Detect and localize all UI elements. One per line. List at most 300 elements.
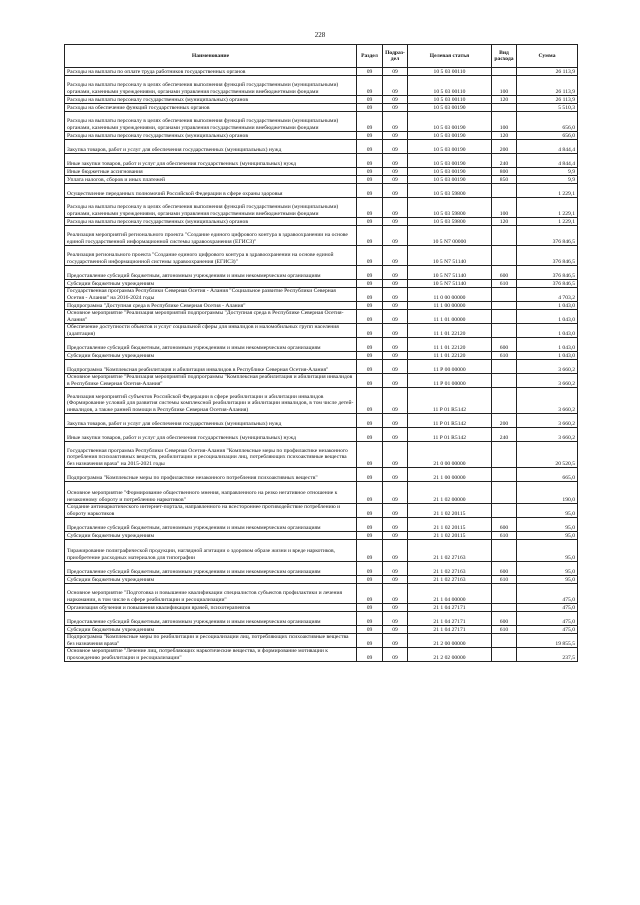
- cell-target: 21 0 00 00000: [408, 442, 492, 468]
- table-row: [65, 634, 578, 648]
- cell-expense-type: 600: [492, 266, 517, 280]
- table-row: [65, 414, 578, 428]
- cell-subsection: 09: [383, 626, 408, 634]
- table-row: [65, 96, 578, 104]
- cell-target: 11 1 01 22120: [408, 324, 492, 338]
- cell-target: 10 5 03 00190: [408, 104, 492, 112]
- cell-section: 09: [357, 604, 383, 612]
- header-section: Раздел: [357, 45, 383, 68]
- cell-subsection: 09: [383, 352, 408, 360]
- cell-expense-type: [492, 324, 517, 338]
- cell-name: Реализация мероприятий регионального проекта "Создание единого цифрового контура в здравоохранении на основе единой государственной информационной системы здравоохранения (ЕГИСЗ)": [65, 226, 357, 246]
- cell-target: 11 0 00 00000: [408, 288, 492, 302]
- cell-section: 09: [357, 576, 383, 584]
- cell-name: Организация обучения и повышения квалификации врачей, психотерапевтов: [65, 604, 357, 612]
- cell-expense-type: 600: [492, 612, 517, 626]
- cell-expense-type: 120: [492, 132, 517, 140]
- cell-amount: 26 113,9: [517, 68, 578, 76]
- cell-subsection: 09: [383, 504, 408, 518]
- cell-expense-type: 850: [492, 176, 517, 184]
- cell-expense-type: [492, 634, 517, 648]
- cell-amount: 1 043,0: [517, 324, 578, 338]
- cell-amount: 376 846,5: [517, 246, 578, 266]
- cell-amount: 4 844,4: [517, 154, 578, 168]
- cell-section: 09: [357, 310, 383, 324]
- cell-name: Основное мероприятие "Реализация мероприятий подпрограммы "Доступная среда в Республике Северная Осетия-Алания": [65, 310, 357, 324]
- cell-subsection: 09: [383, 288, 408, 302]
- cell-subsection: 09: [383, 604, 408, 612]
- cell-target: 21 1 02 27163: [408, 540, 492, 562]
- cell-amount: 1 043,0: [517, 338, 578, 352]
- cell-name: Основное мероприятие "Реализация мероприятий подпрограммы "Комплексная реабилитация и абилитация инвалидов в Республике Северная Осетия-Алания": [65, 374, 357, 388]
- cell-subsection: 09: [383, 310, 408, 324]
- cell-expense-type: [492, 504, 517, 518]
- cell-name: Осуществление переданных полномочий Российской Федерации в сфере охраны здоровья: [65, 184, 357, 198]
- cell-name: Субсидии бюджетным учреждениям: [65, 576, 357, 584]
- table-row: [65, 198, 578, 218]
- table-row: [65, 576, 578, 584]
- cell-section: 09: [357, 112, 383, 132]
- cell-target: 10 5 03 00110: [408, 68, 492, 76]
- table-row: [65, 374, 578, 388]
- cell-target: 21 1 02 20115: [408, 532, 492, 540]
- cell-amount: 5 510,3: [517, 104, 578, 112]
- cell-expense-type: [492, 604, 517, 612]
- cell-subsection: 09: [383, 324, 408, 338]
- cell-expense-type: [492, 482, 517, 504]
- table-row: [65, 76, 578, 96]
- cell-section: 09: [357, 414, 383, 428]
- cell-section: 09: [357, 634, 383, 648]
- cell-amount: 656,0: [517, 132, 578, 140]
- cell-target: 11 Р 00 00000: [408, 360, 492, 374]
- cell-amount: 1 229,1: [517, 218, 578, 226]
- table-row: [65, 154, 578, 168]
- cell-section: 09: [357, 504, 383, 518]
- cell-name: Основное мероприятие "Лечение лиц, потребляющих наркотические вещества, и формирование мотивации к прохождению реабилитации и ресоциализации": [65, 648, 357, 662]
- cell-name: Закупка товаров, работ и услуг для обеспечения государственных (муниципальных) нужд: [65, 140, 357, 154]
- cell-section: 09: [357, 218, 383, 226]
- cell-target: 21 1 02 27163: [408, 562, 492, 576]
- table-row: [65, 504, 578, 518]
- table-row: [65, 176, 578, 184]
- cell-amount: 3 660,2: [517, 360, 578, 374]
- cell-section: 09: [357, 324, 383, 338]
- cell-name: Иные закупки товаров, работ и услуг для обеспечения государственных (муниципальных) нужд: [65, 428, 357, 442]
- cell-expense-type: [492, 288, 517, 302]
- cell-amount: 9,9: [517, 176, 578, 184]
- cell-amount: 475,0: [517, 612, 578, 626]
- cell-expense-type: 240: [492, 428, 517, 442]
- cell-subsection: 09: [383, 428, 408, 442]
- cell-subsection: 09: [383, 104, 408, 112]
- cell-expense-type: [492, 468, 517, 482]
- cell-name: Обеспечение доступности объектов и услуг социальной сферы для инвалидов и маломобильных групп населения (адаптация): [65, 324, 357, 338]
- cell-target: 10 5 03 00110: [408, 76, 492, 96]
- cell-expense-type: [492, 540, 517, 562]
- cell-section: 09: [357, 76, 383, 96]
- cell-section: 09: [357, 612, 383, 626]
- cell-subsection: 09: [383, 96, 408, 104]
- cell-section: 09: [357, 104, 383, 112]
- cell-expense-type: [492, 388, 517, 414]
- cell-amount: 9,9: [517, 168, 578, 176]
- cell-subsection: 09: [383, 388, 408, 414]
- cell-section: 09: [357, 360, 383, 374]
- cell-target: 11 1 00 00000: [408, 302, 492, 310]
- table-row: [65, 360, 578, 374]
- table-row: [65, 648, 578, 662]
- table-row: [65, 482, 578, 504]
- cell-name: Закупка товаров, работ и услуг для обеспечения государственных (муниципальных) нужд: [65, 414, 357, 428]
- cell-name: Создание антинаркотического интернет-портала, направленного на всестороннее противодействие потреблению и обороту наркотиков: [65, 504, 357, 518]
- table-row: [65, 442, 578, 468]
- cell-section: 09: [357, 626, 383, 634]
- cell-section: 09: [357, 388, 383, 414]
- cell-name: Предоставление субсидий бюджетным, автономным учреждениям и иным некоммерческим организациям: [65, 338, 357, 352]
- cell-section: 09: [357, 648, 383, 662]
- table-row: [65, 104, 578, 112]
- cell-subsection: 09: [383, 540, 408, 562]
- cell-section: 09: [357, 352, 383, 360]
- table-row: [65, 468, 578, 482]
- header-name: Наименование: [65, 45, 357, 68]
- cell-name: Подпрограмма "Доступная среда в Республике Северная Осетия - Алания": [65, 302, 357, 310]
- cell-subsection: 09: [383, 302, 408, 310]
- table-row: [65, 584, 578, 604]
- cell-subsection: 09: [383, 374, 408, 388]
- cell-name: Расходы на выплаты персоналу государственных (муниципальных) органов: [65, 218, 357, 226]
- cell-target: 10 5 03 00190: [408, 168, 492, 176]
- cell-subsection: 09: [383, 584, 408, 604]
- cell-expense-type: 600: [492, 518, 517, 532]
- cell-section: 09: [357, 176, 383, 184]
- cell-target: 10 5 03 59800: [408, 218, 492, 226]
- cell-section: 09: [357, 338, 383, 352]
- cell-name: Предоставление субсидий бюджетным, автономным учреждениям и иным некоммерческим организациям: [65, 612, 357, 626]
- cell-subsection: 09: [383, 226, 408, 246]
- cell-target: 10 5 03 00110: [408, 96, 492, 104]
- table-row: [65, 324, 578, 338]
- cell-name: Подпрограмма "Комплексные меры по профилактике незаконного потребления психоактивных веществ": [65, 468, 357, 482]
- cell-section: 09: [357, 280, 383, 288]
- cell-name: Уплата налогов, сборов и иных платежей: [65, 176, 357, 184]
- cell-subsection: 09: [383, 266, 408, 280]
- cell-amount: 3 660,2: [517, 414, 578, 428]
- cell-subsection: 09: [383, 168, 408, 176]
- cell-subsection: 09: [383, 648, 408, 662]
- cell-expense-type: 800: [492, 168, 517, 176]
- table-row: [65, 540, 578, 562]
- cell-section: 09: [357, 482, 383, 504]
- cell-expense-type: [492, 374, 517, 388]
- cell-expense-type: [492, 104, 517, 112]
- cell-amount: 1 229,1: [517, 198, 578, 218]
- cell-section: 09: [357, 168, 383, 176]
- cell-amount: 3 660,2: [517, 374, 578, 388]
- cell-target: 21 1 02 20115: [408, 518, 492, 532]
- cell-amount: 3 660,2: [517, 428, 578, 442]
- cell-expense-type: 240: [492, 154, 517, 168]
- cell-expense-type: [492, 68, 517, 76]
- cell-section: 09: [357, 226, 383, 246]
- cell-target: 11 Р 01 R5142: [408, 428, 492, 442]
- cell-name: Тиражирование полиграфической продукции, наглядной агитации о здоровом образе жизни и вреде наркотиков, приобретение расходных материалов для типографии: [65, 540, 357, 562]
- cell-subsection: 09: [383, 442, 408, 468]
- cell-name: Иные бюджетные ассигнования: [65, 168, 357, 176]
- table-row: [65, 338, 578, 352]
- cell-subsection: 09: [383, 562, 408, 576]
- cell-target: 10 5 03 00190: [408, 176, 492, 184]
- cell-target: 21 1 04 00000: [408, 584, 492, 604]
- cell-expense-type: [492, 226, 517, 246]
- cell-expense-type: 200: [492, 140, 517, 154]
- cell-section: 09: [357, 96, 383, 104]
- table-row: [65, 532, 578, 540]
- cell-target: 21 2 02 00000: [408, 648, 492, 662]
- cell-amount: 237,5: [517, 648, 578, 662]
- cell-amount: 20 520,5: [517, 442, 578, 468]
- cell-amount: 665,0: [517, 468, 578, 482]
- table-row: [65, 68, 578, 76]
- cell-amount: 475,0: [517, 626, 578, 634]
- cell-amount: 656,0: [517, 112, 578, 132]
- cell-amount: 26 113,9: [517, 76, 578, 96]
- cell-name: Предоставление субсидий бюджетным, автономным учреждениям и иным некоммерческим организациям: [65, 518, 357, 532]
- cell-subsection: 09: [383, 468, 408, 482]
- cell-section: 09: [357, 154, 383, 168]
- cell-section: 09: [357, 428, 383, 442]
- cell-subsection: 09: [383, 218, 408, 226]
- table-row: [65, 168, 578, 176]
- cell-expense-type: 100: [492, 76, 517, 96]
- cell-name: Субсидии бюджетным учреждениям: [65, 280, 357, 288]
- cell-name: Основное мероприятие "Подготовка и повышение квалификации специалистов субъектов профилактики и лечения наркомании, в том числе в сфере реабилитации и ресоциализации": [65, 584, 357, 604]
- cell-amount: 95,0: [517, 576, 578, 584]
- cell-section: 09: [357, 374, 383, 388]
- cell-name: Подпрограмма "Комплексная реабилитация и абилитация инвалидов в Республике Северная Осетия-Алания": [65, 360, 357, 374]
- cell-target: 11 Р 01 00000: [408, 374, 492, 388]
- table-row: [65, 266, 578, 280]
- cell-amount: 95,0: [517, 504, 578, 518]
- table-row: [65, 140, 578, 154]
- cell-expense-type: 120: [492, 218, 517, 226]
- cell-target: 10 5 03 00190: [408, 132, 492, 140]
- cell-section: 09: [357, 562, 383, 576]
- cell-target: 21 2 00 00000: [408, 634, 492, 648]
- cell-target: 10 5 N7 51140: [408, 266, 492, 280]
- cell-subsection: 09: [383, 112, 408, 132]
- cell-section: 09: [357, 198, 383, 218]
- cell-section: 09: [357, 532, 383, 540]
- table-row: [65, 388, 578, 414]
- cell-target: 21 1 04 27171: [408, 612, 492, 626]
- cell-name: Основное мероприятие "Формирование общественного мнения, направленного на резко негативное отношение к незаконному обороту и потреблению наркотиков": [65, 482, 357, 504]
- cell-subsection: 09: [383, 140, 408, 154]
- table-row: [65, 184, 578, 198]
- cell-expense-type: [492, 584, 517, 604]
- cell-section: 09: [357, 540, 383, 562]
- cell-section: 09: [357, 584, 383, 604]
- table-row: [65, 604, 578, 612]
- cell-amount: 376 846,5: [517, 280, 578, 288]
- table-row: [65, 428, 578, 442]
- cell-expense-type: [492, 442, 517, 468]
- header-subsection: Подраз-дел: [383, 45, 408, 68]
- cell-target: 21 1 02 00000: [408, 482, 492, 504]
- cell-amount: 1 043,0: [517, 302, 578, 310]
- cell-subsection: 09: [383, 360, 408, 374]
- cell-section: 09: [357, 518, 383, 532]
- table-header-row: [65, 45, 578, 68]
- cell-target: 10 5 N7 51140: [408, 246, 492, 266]
- cell-amount: 1 229,1: [517, 184, 578, 198]
- table-row: [65, 302, 578, 310]
- table-row: [65, 310, 578, 324]
- cell-target: 11 1 01 22120: [408, 338, 492, 352]
- cell-expense-type: 600: [492, 338, 517, 352]
- cell-name: Государственная программа Республики Северная Осетия - Алания "Социальное развитие Республики Северная Осетия - Алания" на 2016-2024 годы: [65, 288, 357, 302]
- cell-amount: 475,0: [517, 584, 578, 604]
- table-row: [65, 352, 578, 360]
- page-number: 228: [314, 31, 326, 39]
- cell-target: 10 5 N7 51140: [408, 280, 492, 288]
- budget-table: [64, 44, 578, 662]
- cell-expense-type: 610: [492, 352, 517, 360]
- cell-target: 10 5 03 00190: [408, 112, 492, 132]
- cell-subsection: 09: [383, 132, 408, 140]
- cell-target: 11 1 01 00000: [408, 310, 492, 324]
- cell-target: 11 Р 01 R5142: [408, 414, 492, 428]
- table-row: [65, 246, 578, 266]
- cell-expense-type: 610: [492, 532, 517, 540]
- cell-expense-type: 120: [492, 96, 517, 104]
- cell-section: 09: [357, 132, 383, 140]
- cell-name: Расходы на выплаты персоналу в целях обеспечения выполнения функций государственными (муниципальными) органами, казенными учреждениями, органами управления государственными внебюджетными фондами: [65, 76, 357, 96]
- cell-name: Субсидии бюджетным учреждениям: [65, 352, 357, 360]
- cell-expense-type: [492, 302, 517, 310]
- cell-amount: 95,0: [517, 562, 578, 576]
- cell-subsection: 09: [383, 414, 408, 428]
- table-row: [65, 612, 578, 626]
- cell-amount: 475,0: [517, 604, 578, 612]
- header-amount: Сумма: [517, 45, 578, 68]
- table-row: [65, 132, 578, 140]
- cell-name: Субсидии бюджетным учреждениям: [65, 532, 357, 540]
- cell-expense-type: 610: [492, 576, 517, 584]
- cell-section: 09: [357, 302, 383, 310]
- cell-expense-type: [492, 648, 517, 662]
- table-body: [65, 68, 578, 662]
- cell-amount: 3 660,2: [517, 388, 578, 414]
- header-target: Целевая статья: [408, 45, 492, 68]
- cell-name: Расходы на выплаты персоналу в целях обеспечения выполнения функций государственными (муниципальными) органами, казенными учреждениями, органами управления государственными внебюджетными фондами: [65, 198, 357, 218]
- cell-amount: 19 855,5: [517, 634, 578, 648]
- cell-target: 21 1 00 00000: [408, 468, 492, 482]
- cell-subsection: 09: [383, 338, 408, 352]
- cell-section: 09: [357, 68, 383, 76]
- cell-target: 21 1 04 27171: [408, 604, 492, 612]
- cell-expense-type: 200: [492, 414, 517, 428]
- cell-expense-type: 610: [492, 280, 517, 288]
- cell-amount: 376 846,5: [517, 266, 578, 280]
- cell-name: Расходы на выплаты по оплате труда работников государственных органов: [65, 68, 357, 76]
- cell-target: 10 5 03 59800: [408, 198, 492, 218]
- cell-target: 10 5 03 59800: [408, 184, 492, 198]
- cell-amount: 376 846,5: [517, 226, 578, 246]
- cell-amount: 26 113,9: [517, 96, 578, 104]
- cell-section: 09: [357, 246, 383, 266]
- table-row: [65, 562, 578, 576]
- cell-section: 09: [357, 266, 383, 280]
- cell-target: 11 Р 01 R5142: [408, 388, 492, 414]
- cell-name: Государственная программа Республики Северная Осетия-Алания "Комплексные меры по профилактике незаконного потребления психоактивных веществ, реабилитации и ресоциализации лиц, потребляющих психоактивные вещества без назначения врача" на 2015-2021 годы: [65, 442, 357, 468]
- cell-amount: 1 043,0: [517, 352, 578, 360]
- cell-subsection: 09: [383, 532, 408, 540]
- cell-expense-type: 100: [492, 198, 517, 218]
- cell-section: 09: [357, 288, 383, 302]
- cell-amount: 95,0: [517, 540, 578, 562]
- cell-name: Предоставление субсидий бюджетным, автономным учреждениям и иным некоммерческим организациям: [65, 562, 357, 576]
- cell-amount: 4 703,2: [517, 288, 578, 302]
- cell-section: 09: [357, 140, 383, 154]
- table-row: [65, 226, 578, 246]
- cell-subsection: 09: [383, 280, 408, 288]
- cell-name: Расходы на выплаты персоналу государственных (муниципальных) органов: [65, 132, 357, 140]
- cell-target: 11 1 01 22120: [408, 352, 492, 360]
- cell-amount: 190,0: [517, 482, 578, 504]
- cell-name: Расходы на выплаты персоналу в целях обеспечения выполнения функций государственными (муниципальными) органами, казенными учреждениями, органами управления государственными внебюджетными фондами: [65, 112, 357, 132]
- table-row: [65, 280, 578, 288]
- cell-subsection: 09: [383, 154, 408, 168]
- cell-name: Реализация мероприятий субъектов Российской Федерации в сфере реабилитации и абилитации инвалидов (Формирование условий для развития системы комплексной реабилитации и абилитации инвалидов, в том числе детей-инвалидов, а также ранней помощи в Республике Северная Осетия-Алания): [65, 388, 357, 414]
- cell-expense-type: [492, 246, 517, 266]
- cell-name: Субсидии бюджетным учреждениям: [65, 626, 357, 634]
- table-row: [65, 112, 578, 132]
- cell-target: 21 1 02 27163: [408, 576, 492, 584]
- table-row: [65, 218, 578, 226]
- header-expense-type: Вид расхода: [492, 45, 517, 68]
- cell-name: Иные закупки товаров, работ и услуг для обеспечения государственных (муниципальных) нужд: [65, 154, 357, 168]
- cell-expense-type: [492, 360, 517, 374]
- cell-subsection: 09: [383, 634, 408, 648]
- cell-target: 10 5 03 00190: [408, 140, 492, 154]
- cell-amount: 95,0: [517, 518, 578, 532]
- cell-expense-type: 610: [492, 626, 517, 634]
- table-row: [65, 518, 578, 532]
- cell-subsection: 09: [383, 198, 408, 218]
- cell-amount: 4 844,4: [517, 140, 578, 154]
- cell-expense-type: [492, 184, 517, 198]
- cell-amount: 95,0: [517, 532, 578, 540]
- cell-subsection: 09: [383, 68, 408, 76]
- cell-amount: 1 043,0: [517, 310, 578, 324]
- cell-target: 10 5 03 00190: [408, 154, 492, 168]
- cell-subsection: 09: [383, 184, 408, 198]
- table-row: [65, 626, 578, 634]
- cell-name: Реализация регионального проекта "Создание единого цифрового контура в здравоохранении на основе единой государственной информационной системы здравоохранения (ЕГИСЗ)": [65, 246, 357, 266]
- cell-section: 09: [357, 442, 383, 468]
- cell-subsection: 09: [383, 482, 408, 504]
- cell-subsection: 09: [383, 518, 408, 532]
- cell-name: Расходы на обеспечение функций государственных органов: [65, 104, 357, 112]
- cell-subsection: 09: [383, 246, 408, 266]
- cell-section: 09: [357, 468, 383, 482]
- cell-name: Подпрограмма "Комплексные меры по реабилитации и ресоциализации лиц, потребляющих психоактивные вещества без назначения врача": [65, 634, 357, 648]
- cell-name: Предоставление субсидий бюджетным, автономным учреждениям и иным некоммерческим организациям: [65, 266, 357, 280]
- cell-target: 21 1 02 20115: [408, 504, 492, 518]
- cell-subsection: 09: [383, 176, 408, 184]
